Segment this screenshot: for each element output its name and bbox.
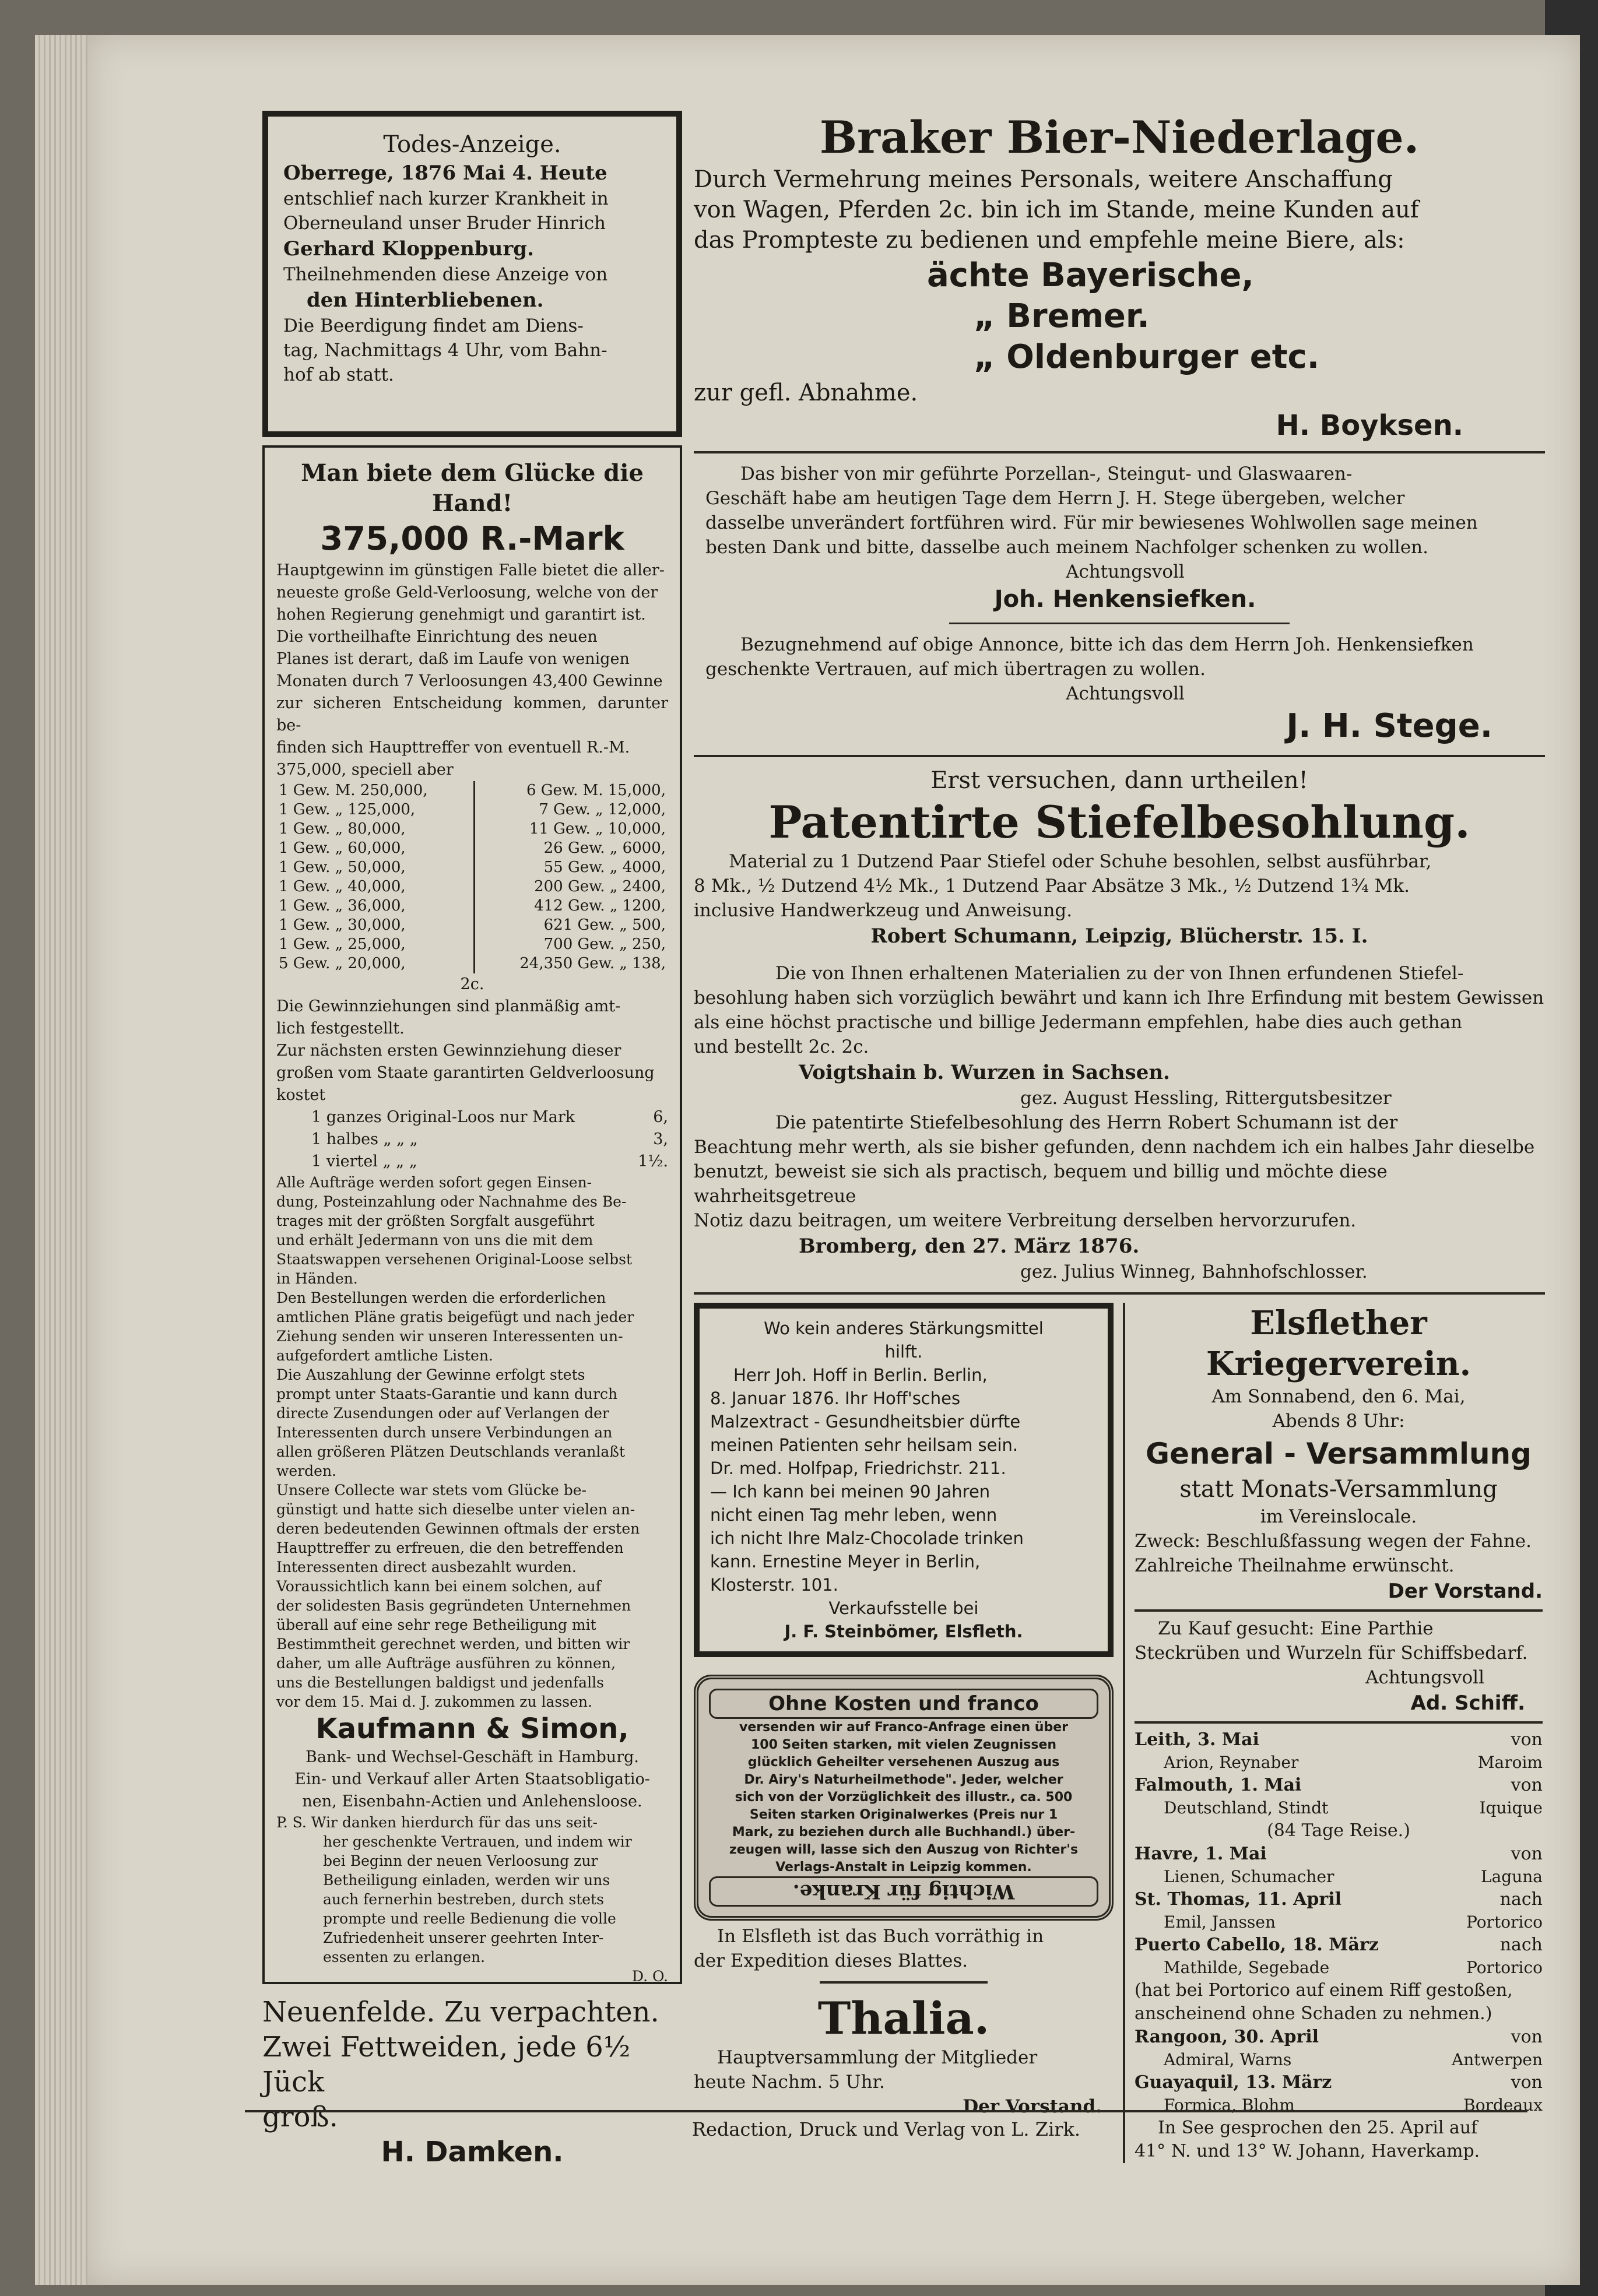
- text-line: Hauptgewinn im günstigen Falle bietet die aller-: [276, 561, 665, 579]
- text-line: Bezugnehmend auf obige Annonce, bitte ich das dem Herrn Joh. Henkensiefken: [740, 634, 1474, 655]
- text-line: zur gefl. Abnahme.: [694, 379, 918, 406]
- table-cell: 621 Gew. „ 500,: [474, 916, 668, 935]
- todes-anzeige: [262, 111, 682, 437]
- ship-dest: Antwerpen: [1452, 2050, 1543, 2069]
- beer-item: „ Bremer.: [974, 297, 1150, 335]
- ship-note: [1135, 2140, 1543, 2163]
- text-line: dung, Posteinzahlung oder Nachnahme des Be-: [276, 1193, 627, 1210]
- text-line: Zahlreiche Theilnahme erwünscht.: [1135, 1555, 1455, 1576]
- lotterie-headline: Man biete dem Glücke die Hand!: [301, 459, 652, 517]
- stiefel-kicker: Erst versuchen, dann urtheilen!: [930, 767, 1308, 794]
- divider: [1135, 1609, 1543, 1612]
- stege-sign: J. H. Stege.: [1286, 707, 1492, 745]
- krieger-sign: Der Vorstand.: [1388, 1580, 1543, 1603]
- krieger-headline: General - Versammlung: [1146, 1437, 1532, 1471]
- ship-detail: [1135, 1866, 1543, 1888]
- todes-line: Gerhard Kloppenburg.: [283, 237, 534, 261]
- braker-ad: [694, 111, 1545, 443]
- text-line: Das bisher von mir geführte Porzellan-, Steingut- und Glaswaaren-: [740, 463, 1353, 484]
- table-cell: 6 Gew. M. 15,000,: [474, 781, 668, 800]
- ship-port: Falmouth, 1. Mai: [1135, 1775, 1302, 1795]
- stiefel-title: Patentirte Stiefelbesohlung.: [768, 796, 1470, 848]
- text-line: Verlags-Anstalt in Leipzig kommen.: [775, 1860, 1032, 1875]
- table-row: [276, 896, 668, 916]
- table-row: [276, 820, 668, 839]
- henken-ad: [694, 462, 1545, 614]
- text-line: Die patentirte Stiefelbesohlung des Herrn Robert Schumann ist der: [775, 1112, 1398, 1133]
- braker-sign: H. Boyksen.: [1276, 409, 1463, 442]
- text-line: Wo kein anderes Stärkungsmittel: [764, 1318, 1044, 1338]
- text-line: prompte und reelle Bedienung die volle: [323, 1910, 616, 1927]
- table-cell: 1 Gew. „ 30,000,: [279, 916, 406, 934]
- text-line: Neuenfelde. Zu verpachten.: [262, 1996, 659, 2028]
- text-line: und erhält Jedermann von uns die mit dem: [276, 1232, 593, 1249]
- todes-line: hof ab statt.: [283, 364, 394, 385]
- table-cell: 700 Gew. „ 250,: [474, 935, 668, 954]
- left-column: [262, 111, 682, 2170]
- text-line: Ein- und Verkauf aller Arten Staatsobligatio-: [294, 1770, 650, 1788]
- text-line: Betheiligung einladen, werden wir uns: [323, 1872, 610, 1889]
- text-line: benutzt, beweist sie sich als practisch, bequem und billig und möchte diese wahrheitsgetreue: [694, 1161, 1393, 1207]
- signature-line: gez. August Hessling, Rittergutsbesitzer: [1020, 1088, 1392, 1109]
- table-row: [276, 935, 668, 954]
- ship-detail: [1135, 2049, 1543, 2071]
- ship-port: St. Thomas, 11. April: [1135, 1889, 1342, 1910]
- lotterie-body1: [276, 996, 668, 1106]
- text-line: hohen Regierung genehmigt und garantirt ist.: [276, 606, 646, 624]
- ship-port: Rangoon, 30. April: [1135, 2027, 1319, 2047]
- text-line: Bestimmtheit gerechnet werden, und bitten wir: [276, 1636, 630, 1652]
- table-cell: 1 Gew. „ 50,000,: [279, 859, 406, 876]
- text-line: inclusive Handwerkzeug und Anweisung.: [694, 900, 1073, 921]
- lotterie-ad: [262, 445, 682, 1984]
- hoff-sign: J. F. Steinbömer, Elsfleth.: [784, 1622, 1023, 1641]
- ship-entry: [1135, 1843, 1543, 1866]
- right-column: [694, 111, 1545, 2163]
- ship-entry: [1135, 1728, 1543, 1752]
- text-line: 100 Seiten starken, mit vielen Zeugnissen: [750, 1738, 1057, 1752]
- text-line: zur sicheren Entscheidung kommen, darunter be-: [276, 694, 673, 734]
- ship-entry: [1135, 2071, 1543, 2094]
- imprint-footer: Redaction, Druck und Verlag von L. Zirk.: [245, 2110, 1527, 2140]
- text-line: Herr Joh. Hoff in Berlin. Berlin,: [733, 1365, 988, 1385]
- ship-dir: von: [1511, 1775, 1543, 1795]
- kranke-body: [709, 1719, 1098, 1876]
- text-line: Interessenten direct ausbezahlt wurden.: [276, 1559, 577, 1576]
- text-line: Zweck: Beschlußfassung wegen der Fahne.: [1135, 1531, 1532, 1552]
- table-row: [276, 916, 668, 935]
- ship-port: Puerto Cabello, 18. März: [1135, 1935, 1379, 1955]
- firm-name: Kaufmann & Simon,: [315, 1713, 629, 1745]
- thalia-sign: Der Vorstand.: [963, 2096, 1102, 2117]
- text-line: Die Gewinnziehungen sind planmäßig amt-: [276, 997, 621, 1015]
- todes-line: Die Beerdigung findet am Diens-: [283, 315, 584, 336]
- text-line: Steckrüben und Wurzeln für Schiffsbedarf.: [1135, 1643, 1528, 1664]
- price-value: 6,: [653, 1108, 668, 1126]
- table-cell: 11 Gew. „ 10,000,: [474, 820, 668, 839]
- text-line: 8. Januar 1876. Ihr Hoff'sches: [710, 1388, 961, 1408]
- table-cell: 1 Gew. „ 80,000,: [279, 820, 406, 838]
- text-line: Mark, zu beziehen durch alle Buchhandl.) über-: [732, 1825, 1076, 1840]
- text-line: Bank- und Wechsel-Geschäft in Hamburg.: [305, 1748, 639, 1766]
- text-line: groß.: [262, 2101, 338, 2133]
- text-line: besten Dank und bitte, dasselbe auch meinem Nachfolger schenken zu wollen.: [705, 537, 1428, 558]
- thalia-title: Thalia.: [817, 1992, 990, 2044]
- price-label: 1 ganzes Original-Loos nur Mark: [311, 1108, 575, 1126]
- text-line: werden.: [276, 1462, 336, 1479]
- text-line: Notiz dazu beitragen, um weitere Verbreitung derselben hervorzurufen.: [694, 1210, 1357, 1231]
- text-line: vor dem 15. Mai d. J. zukommen zu lassen.: [276, 1693, 592, 1710]
- neuenfelde-sign: H. Damken.: [381, 2136, 564, 2168]
- ship-note-text: In See gesprochen den 25. April auf: [1158, 2118, 1478, 2138]
- ship-dest: Iquique: [1479, 1798, 1543, 1817]
- todes-line: Oberrege, 1876 Mai 4. Heute: [283, 161, 607, 185]
- ship-entry: [1135, 1933, 1543, 1957]
- ship-dir: von: [1511, 2027, 1543, 2047]
- ship-note-text: 41° N. und 13° W. Johann, Haverkamp.: [1135, 2141, 1480, 2161]
- ship-note-text: (hat bei Portorico auf einem Riff gestoßen,: [1135, 1980, 1513, 2000]
- text-line: kann. Ernestine Meyer in Berlin,: [710, 1552, 981, 1571]
- text-line: essenten zu erlangen.: [323, 1949, 486, 1966]
- text-line: Verkaufsstelle bei: [828, 1598, 979, 1618]
- text-line: P. S. Wir danken hierdurch für das uns seit-: [276, 1814, 598, 1831]
- ship-dir: von: [1511, 2072, 1543, 2093]
- kranke-note: [694, 1924, 1114, 1973]
- price-value: 1½.: [638, 1152, 668, 1170]
- text-line: statt Monats-Versammlung: [1179, 1476, 1498, 1503]
- text-line: Die vortheilhafte Einrichtung des neuen: [276, 628, 598, 646]
- text-line: als eine höchst practische und billige Jedermann empfehlen, habe dies auch gethan: [694, 1012, 1463, 1033]
- ship-detail: [1135, 1957, 1543, 1979]
- text-line: günstigt und hatte sich dieselbe unter vielen an-: [276, 1501, 635, 1518]
- text-line: Die Auszahlung der Gewinne erfolgt stets: [276, 1366, 585, 1383]
- ship-dest: Portorico: [1466, 1912, 1543, 1932]
- text-line: in Händen.: [276, 1270, 358, 1287]
- table-row: [276, 954, 668, 973]
- text-line: Ziehung senden wir unseren Interessenten un-: [276, 1328, 623, 1345]
- text-line: Material zu 1 Dutzend Paar Stiefel oder Schuhe besohlen, selbst ausführbar,: [729, 851, 1432, 872]
- text-line: finden sich Haupttreffer von eventuell R.-M.: [276, 739, 630, 757]
- krieger-ad: [1135, 1303, 1543, 1605]
- todes-line: entschlief nach kurzer Krankheit in: [283, 188, 609, 209]
- lotterie-prices: [276, 1106, 668, 1173]
- ship-name: Mathilde, Segebade: [1164, 1958, 1330, 1977]
- column-gap: [1114, 1303, 1123, 2163]
- table-row: [276, 839, 668, 858]
- place-line: Bromberg, den 27. März 1876.: [799, 1235, 1140, 1258]
- ps-signature: D. O.: [631, 1968, 668, 1984]
- braker-title: Braker Bier-Niederlage.: [819, 111, 1420, 163]
- thalia-ad: [694, 1992, 1114, 2119]
- ship-note-text: anscheinend ohne Schaden zu nehmen.): [1135, 2003, 1492, 2024]
- table-row: [276, 877, 668, 896]
- lotterie-intro: [276, 560, 673, 781]
- ship-dir: von: [1511, 1844, 1543, 1864]
- text-line: Beachtung mehr werth, als sie bisher gefunden, denn nachdem ich ein halbes Jahr dieselbe: [694, 1137, 1535, 1158]
- text-line: Abends 8 Uhr:: [1272, 1411, 1405, 1432]
- text-line: auch fernerhin bestreben, durch stets: [323, 1891, 604, 1908]
- text-line: geschenkte Vertrauen, auf mich übertragen zu wollen.: [705, 659, 1206, 680]
- ship-detail: [1135, 1911, 1543, 1933]
- text-line: aufgefordert amtliche Listen.: [276, 1347, 493, 1364]
- lower-right-area: [694, 1303, 1545, 2163]
- text-line: Alle Aufträge werden sofort gegen Einsen-: [276, 1174, 592, 1191]
- text-line: kostet: [276, 1086, 326, 1104]
- text-line: Am Sonnabend, den 6. Mai,: [1211, 1386, 1466, 1407]
- spacer: [694, 950, 1545, 961]
- text-line: trages mit der größten Sorgfalt ausgeführt: [276, 1212, 595, 1229]
- text-line: Den Bestellungen werden die erforderlichen: [276, 1289, 606, 1306]
- price-label: 1 viertel „ „ „: [311, 1152, 417, 1170]
- beer-item: „ Oldenburger etc.: [974, 338, 1320, 376]
- beer-item: ächte Bayerische,: [927, 256, 1254, 294]
- todes-line: Oberneuland unser Bruder Hinrich: [283, 213, 606, 234]
- text-line: Seiten starken Originalwerkes (Preis nur 1: [749, 1808, 1058, 1822]
- text-line: Zur nächsten ersten Gewinnziehung dieser: [276, 1042, 621, 1060]
- ship-name: Emil, Janssen: [1164, 1912, 1276, 1932]
- ship-note-text: (84 Tage Reise.): [1267, 1820, 1410, 1841]
- ship-entry: [1135, 1888, 1543, 1911]
- text-line: 8 Mk., ½ Dutzend 4½ Mk., 1 Dutzend Paar Absätze 3 Mk., ½ Dutzend 1¾ Mk.: [694, 875, 1410, 896]
- text-line: daher, um alle Aufträge ausführen zu können,: [276, 1655, 616, 1672]
- todes-line: den Hinterbliebenen.: [307, 289, 544, 312]
- ship-note: [1135, 2002, 1543, 2026]
- text-line: zeugen will, lasse sich den Auszug von Richter's: [729, 1843, 1079, 1857]
- lower-right-column: [1135, 1303, 1543, 2163]
- table-row: [276, 858, 668, 877]
- text-line: der solidesten Basis gegründeten Unternehmen: [276, 1597, 631, 1614]
- text-line: im Vereinslocale.: [1260, 1506, 1417, 1527]
- text-line: nen, Eisenbahn-Actien und Anlehensloose.: [302, 1792, 642, 1810]
- text-line: Klosterstr. 101.: [710, 1575, 838, 1595]
- ship-entry: [1135, 2026, 1543, 2049]
- text-line: ich nicht Ihre Malz-Chocolade trinken: [710, 1528, 1024, 1548]
- kranke-ad: [694, 1675, 1114, 1921]
- greeting: Achtungsvoll: [1066, 683, 1185, 704]
- ship-port: Leith, 3. Mai: [1135, 1729, 1259, 1750]
- text-line: directe Zusendungen oder auf Verlangen der: [276, 1405, 609, 1422]
- lotterie-body2: [276, 1173, 668, 1711]
- kauf-ad: [1135, 1616, 1543, 1717]
- text-line: von Wagen, Pferden 2c. bin ich im Stande, meine Kunden auf: [694, 196, 1419, 223]
- hoff-ad: [694, 1303, 1114, 1657]
- text-line: Staatswappen versehenen Original-Loose selbst: [276, 1251, 633, 1268]
- divider: [694, 755, 1545, 757]
- text-line: sich von der Vorzüglichkeit des illustr., ca. 500: [735, 1790, 1073, 1805]
- ship-name: Admiral, Warns: [1164, 2050, 1292, 2069]
- place-line: Voigtshain b. Wurzen in Sachsen.: [799, 1061, 1170, 1084]
- text-line: uns die Bestellungen baldigst und jedenfalls: [276, 1674, 604, 1691]
- text-line: und bestellt 2c. 2c.: [694, 1036, 869, 1057]
- table-cell: 200 Gew. „ 2400,: [474, 877, 668, 896]
- ship-dest: Portorico: [1466, 1958, 1543, 1977]
- table-etc: 2c.: [460, 975, 484, 993]
- ship-note: [1135, 1819, 1543, 1843]
- lotterie-amount: 375,000 R.-Mark: [320, 520, 624, 558]
- price-label: 1 halbes „ „ „: [311, 1130, 418, 1148]
- todes-line: Theilnehmenden diese Anzeige von: [283, 264, 608, 285]
- greeting: Achtungsvoll: [1066, 561, 1185, 582]
- ship-dest: Maroim: [1477, 1753, 1543, 1772]
- text-line: Geschäft habe am heutigen Tage dem Herrn J. H. Stege übergeben, welcher: [705, 488, 1405, 509]
- table-cell: 5 Gew. „ 20,000,: [279, 955, 406, 972]
- text-line: — Ich kann bei meinen 90 Jahren: [710, 1482, 991, 1502]
- divider: [694, 1292, 1545, 1295]
- text-line: 375,000, speciell aber: [276, 761, 454, 779]
- text-line: Monaten durch 7 Verloosungen 43,400 Gewinne: [276, 672, 663, 690]
- table-cell: 1 Gew. M. 250,000,: [279, 782, 428, 799]
- text-line: großen vom Staate garantirten Geldverloosung: [276, 1064, 655, 1082]
- ship-note: [1135, 1979, 1543, 2002]
- text-line: versenden wir auf Franco-Anfrage einen über: [739, 1720, 1068, 1735]
- text-line: Zu Kauf gesucht: Eine Parthie: [1158, 1618, 1434, 1639]
- kauf-sign: Ad. Schiff.: [1410, 1692, 1525, 1715]
- text-line: lich festgestellt.: [276, 1019, 405, 1038]
- signature-line: gez. Julius Winneg, Bahnhofschlosser.: [1020, 1261, 1368, 1282]
- ship-dest: Bordeaux: [1463, 2095, 1543, 2115]
- ship-entry: [1135, 1774, 1543, 1797]
- ship-dir: von: [1511, 1729, 1543, 1750]
- ship-port: Havre, 1. Mai: [1135, 1844, 1267, 1864]
- ship-dest: Laguna: [1481, 1867, 1543, 1886]
- text-line: Zwei Fettweiden, jede 6½ Jück: [262, 2031, 640, 2098]
- text-line: Voraussichtlich kann bei einem solchen, auf: [276, 1578, 601, 1595]
- ship-name: Arion, Reynaber: [1164, 1753, 1299, 1772]
- text-line: deren bedeutenden Gewinnen oftmals der ersten: [276, 1520, 640, 1537]
- stege-ad: [694, 632, 1545, 747]
- table-row: [276, 781, 668, 800]
- henken-sign: Joh. Henkensiefken.: [994, 586, 1256, 613]
- firm-lines: [276, 1746, 668, 1813]
- divider: [1135, 1721, 1543, 1724]
- text-line: allen größeren Plätzen Deutschlands veranlaßt: [276, 1443, 626, 1460]
- text-line: Interessenten durch unsere Verbindungen an: [276, 1424, 613, 1441]
- ship-port: Guayaquil, 13. März: [1135, 2072, 1332, 2093]
- text-line: heute Nachm. 5 Uhr.: [694, 2072, 885, 2093]
- lotterie-ps: [276, 1813, 668, 1984]
- greeting: Achtungsvoll: [1365, 1667, 1484, 1688]
- table-cell: 26 Gew. „ 6000,: [474, 839, 668, 858]
- neuenfelde-ad: [262, 1995, 682, 2170]
- kranke-header: Ohne Kosten und franco: [709, 1689, 1098, 1719]
- stiefel-ad: [694, 765, 1545, 1284]
- text-line: her geschenkte Vertrauen, und indem wir: [323, 1833, 632, 1850]
- text-line: In Elsfleth ist das Buch vorräthig in: [717, 1926, 1044, 1947]
- text-line: glücklich Geheilter versehenen Auszug aus: [747, 1755, 1060, 1770]
- text-line: bei Beginn der neuen Verloosung zur: [323, 1852, 598, 1869]
- text-line: Unsere Collecte war stets vom Glücke be-: [276, 1482, 586, 1499]
- text-line: nicht einen Tag mehr leben, wenn: [710, 1505, 998, 1525]
- table-cell: 412 Gew. „ 1200,: [474, 896, 668, 916]
- price-row: [311, 1151, 668, 1173]
- text-line: Planes ist derart, daß im Laufe von wenigen: [276, 650, 630, 668]
- ship-list: [1135, 1728, 1543, 2163]
- prize-table: [276, 781, 668, 973]
- text-line: neueste große Geld-Verloosung, welche von der: [276, 583, 658, 602]
- table-row: [276, 800, 668, 820]
- table-cell: 24,350 Gew. „ 138,: [474, 954, 668, 973]
- ship-name: Formica, Blohm: [1164, 2095, 1295, 2115]
- ship-dir: nach: [1499, 1935, 1543, 1955]
- divider: [820, 1981, 988, 1984]
- ship-detail: [1135, 1797, 1543, 1819]
- text-line: hilft.: [884, 1342, 923, 1362]
- table-cell: 1 Gew. „ 36,000,: [279, 897, 406, 915]
- table-cell: 1 Gew. „ 125,000,: [279, 801, 416, 818]
- ship-dir: nach: [1499, 1889, 1543, 1910]
- table-cell: 1 Gew. „ 25,000,: [279, 936, 406, 953]
- table-cell: 55 Gew. „ 4000,: [474, 858, 668, 877]
- text-line: Hauptversammlung der Mitglieder: [717, 2047, 1038, 2068]
- text-line: Zufriedenheit unserer geehrten Inter-: [323, 1929, 604, 1946]
- todes-title: Todes-Anzeige.: [383, 131, 561, 158]
- krieger-title: Elsflether Kriegerverein.: [1206, 1304, 1471, 1383]
- text-line: überall auf eine sehr rege Betheiligung mit: [276, 1616, 596, 1633]
- text-line: Haupttreffer zu erfreuen, die den betreffenden: [276, 1539, 624, 1556]
- text-line: das Prompteste zu bedienen und empfehle meine Biere, als:: [694, 227, 1405, 254]
- price-value: 3,: [653, 1130, 668, 1148]
- text-line: besohlung haben sich vorzüglich bewährt und kann ich Ihre Erfindung mit bestem Gewissen: [694, 987, 1544, 1008]
- text-line: Dr. Airy's Naturheilmethode". Jeder, welcher: [744, 1773, 1063, 1787]
- divider: [949, 623, 1290, 624]
- todes-line: tag, Nachmittags 4 Uhr, vom Bahn-: [283, 340, 607, 361]
- ship-name: Deutschland, Stindt: [1164, 1798, 1329, 1817]
- price-row: [311, 1106, 668, 1128]
- column-gap: [1125, 1303, 1135, 2163]
- table-cell: 1 Gew. „ 60,000,: [279, 839, 406, 857]
- text-line: dasselbe unverändert fortführen wird. Für mir bewiesenes Wohlwollen sage meinen: [705, 512, 1478, 533]
- table-cell: 1 Gew. „ 40,000,: [279, 878, 406, 895]
- stiefel-address: Robert Schumann, Leipzig, Blücherstr. 15. I.: [870, 924, 1368, 948]
- text-line: der Expedition dieses Blattes.: [694, 1950, 968, 1971]
- text-line: amtlichen Pläne gratis beigefügt und nach jeder: [276, 1309, 634, 1325]
- lower-mid-column: [694, 1303, 1114, 2163]
- page-stack-edge: [35, 35, 93, 2285]
- text-line: meinen Patienten sehr heilsam sein.: [710, 1435, 1018, 1455]
- ship-name: Lienen, Schumacher: [1164, 1867, 1334, 1886]
- text-line: Malzextract - Gesundheitsbier dürfte: [710, 1412, 1021, 1432]
- divider: [694, 451, 1545, 453]
- kranke-footer: Wichtig für Kranke.: [709, 1876, 1098, 1907]
- text-line: Dr. med. Holfpap, Friedrichstr. 211.: [710, 1458, 1006, 1478]
- text-line: Die von Ihnen erhaltenen Materialien zu der von Ihnen erfundenen Stiefel-: [775, 963, 1464, 984]
- ship-detail: [1135, 1752, 1543, 1774]
- price-row: [311, 1128, 668, 1151]
- text-line: Durch Vermehrung meines Personals, weitere Anschaffung: [694, 166, 1393, 193]
- text-line: prompt unter Staats-Garantie und kann durch: [276, 1386, 618, 1402]
- table-cell: 7 Gew. „ 12,000,: [474, 800, 668, 820]
